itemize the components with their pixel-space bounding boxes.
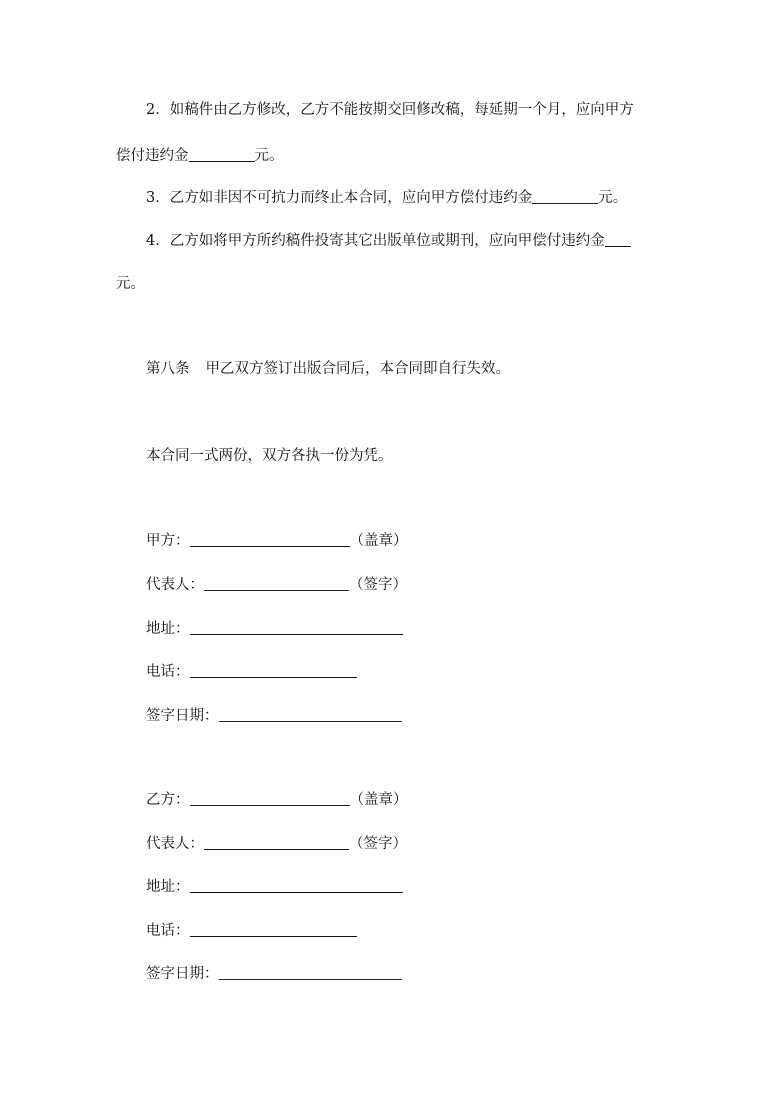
party-b-label: 乙方： (146, 792, 190, 808)
party-a-phone-row (146, 662, 357, 682)
party-b-phone-row (146, 921, 357, 941)
party-a-sign-note: （签字） (349, 577, 407, 593)
party-b-rep-row (146, 834, 407, 854)
clause-3-unit: 元。 (598, 190, 628, 206)
party-a-row (146, 531, 408, 551)
clause-4-text: 4．乙方如将甲方所约稿件投寄其它出版单位或期刊，应向甲偿付违约金 (146, 233, 605, 249)
clause-2-line-2 (116, 146, 284, 166)
party-a-address-label: 地址： (146, 621, 190, 637)
clause-3-text: 3．乙方如非因不可抗力而终止本合同，应向甲方偿付违约金 (146, 190, 533, 206)
party-b-rep-label: 代表人： (146, 836, 204, 852)
party-b-date-row (146, 964, 402, 984)
party-a-address-row (146, 619, 403, 639)
party-a-rep-row (146, 575, 407, 595)
party-b-phone-blank[interactable] (190, 936, 357, 937)
party-b-address-blank[interactable] (190, 892, 403, 893)
clause-2-unit: 元。 (254, 148, 284, 164)
party-a-rep-label: 代表人： (146, 577, 204, 593)
party-b-seal-note: （盖章） (349, 792, 408, 808)
clause-2-line-1: 2．如稿件由乙方修改，乙方不能按期交回修改稿，每延期一个月，应向甲方 (146, 102, 634, 118)
party-a-name-blank[interactable] (190, 546, 350, 547)
clause-4-line-1 (146, 231, 631, 251)
party-b-sign-note: （签字） (349, 836, 407, 852)
party-b-rep-blank[interactable] (204, 849, 349, 850)
clause-4-amount-blank[interactable] (605, 246, 631, 247)
party-a-phone-blank[interactable] (190, 677, 357, 678)
party-b-address-label: 地址： (146, 879, 190, 895)
clause-4-line-2: 元。 (116, 276, 145, 292)
party-a-date-row (146, 706, 402, 726)
party-a-address-blank[interactable] (190, 634, 403, 635)
party-b-address-row (146, 877, 403, 897)
article-8 (146, 359, 510, 379)
clause-2-penalty-label: 偿付违约金 (116, 148, 189, 164)
clause-3-line (146, 188, 627, 208)
party-a-seal-note: （盖章） (349, 533, 408, 549)
party-b-row (146, 790, 408, 810)
party-b-date-label: 签字日期： (146, 966, 219, 982)
clause-3-amount-blank[interactable] (532, 203, 598, 204)
clause-2-amount-blank[interactable] (189, 161, 255, 162)
party-a-rep-blank[interactable] (204, 590, 349, 591)
article-8-heading: 第八条 (146, 361, 190, 377)
party-b-name-blank[interactable] (190, 805, 350, 806)
party-a-date-label: 签字日期： (146, 708, 219, 724)
article-8-text: 甲乙双方签订出版合同后，本合同即自行失效。 (205, 361, 510, 377)
closing-statement: 本合同一式两份，双方各执一份为凭。 (146, 448, 393, 464)
party-a-label: 甲方： (146, 533, 190, 549)
party-a-date-blank[interactable] (219, 721, 402, 722)
party-b-phone-label: 电话： (146, 923, 190, 939)
party-b-date-blank[interactable] (219, 979, 402, 980)
party-a-phone-label: 电话： (146, 664, 190, 680)
